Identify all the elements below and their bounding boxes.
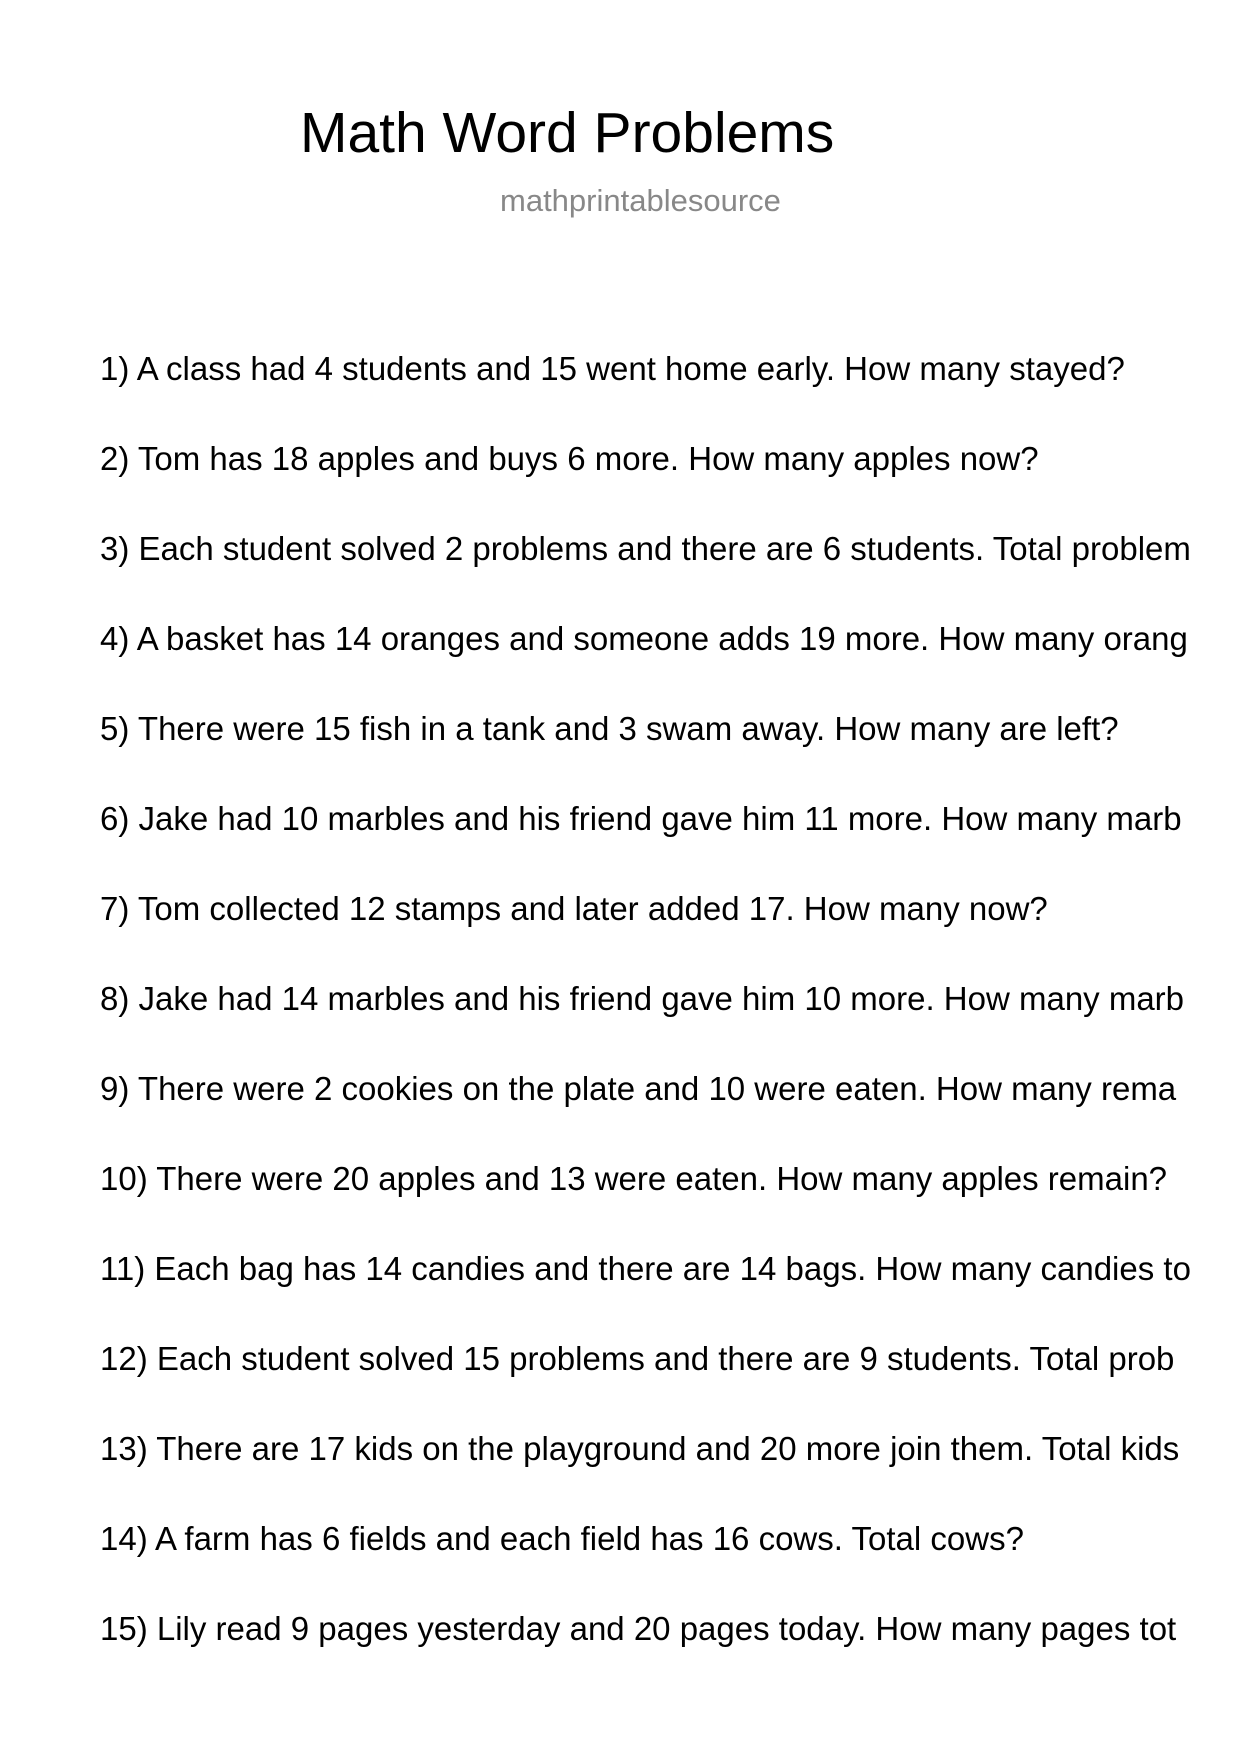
problem-item: 2) Tom has 18 apples and buys 6 more. How many apples now? xyxy=(100,440,1039,477)
problem-item: 11) Each bag has 14 candies and there are 14 bags. How many candies to xyxy=(100,1250,1191,1287)
problem-item: 9) There were 2 cookies on the plate and 10 were eaten. How many rema xyxy=(100,1070,1177,1107)
problem-item: 1) A class had 4 students and 15 went home early. How many stayed? xyxy=(100,350,1125,387)
problem-item: 14) A farm has 6 fields and each field has 16 cows. Total cows? xyxy=(100,1520,1024,1557)
problem-item: 10) There were 20 apples and 13 were eaten. How many apples remain? xyxy=(100,1160,1168,1197)
problem-list xyxy=(100,349,1240,1699)
problem-item: 15) Lily read 9 pages yesterday and 20 pages today. How many pages tot xyxy=(100,1610,1177,1647)
problem-item: 7) Tom collected 12 stamps and later added 17. How many now? xyxy=(100,890,1048,927)
problem-item: 3) Each student solved 2 problems and there are 6 students. Total problem xyxy=(100,530,1191,567)
problem-item: 4) A basket has 14 oranges and someone adds 19 more. How many orang xyxy=(100,620,1188,657)
page-subtitle: mathprintablesource xyxy=(500,183,781,218)
problem-item: 8) Jake had 14 marbles and his friend gave him 10 more. How many marb xyxy=(100,980,1185,1017)
page-title: Math Word Problems xyxy=(300,101,835,165)
problem-item: 6) Jake had 10 marbles and his friend gave him 11 more. How many marb xyxy=(100,800,1182,837)
problem-item: 13) There are 17 kids on the playground and 20 more join them. Total kids xyxy=(100,1430,1180,1467)
problem-item: 12) Each student solved 15 problems and there are 9 students. Total prob xyxy=(100,1340,1175,1377)
problem-item: 5) There were 15 fish in a tank and 3 swam away. How many are left? xyxy=(100,710,1119,747)
